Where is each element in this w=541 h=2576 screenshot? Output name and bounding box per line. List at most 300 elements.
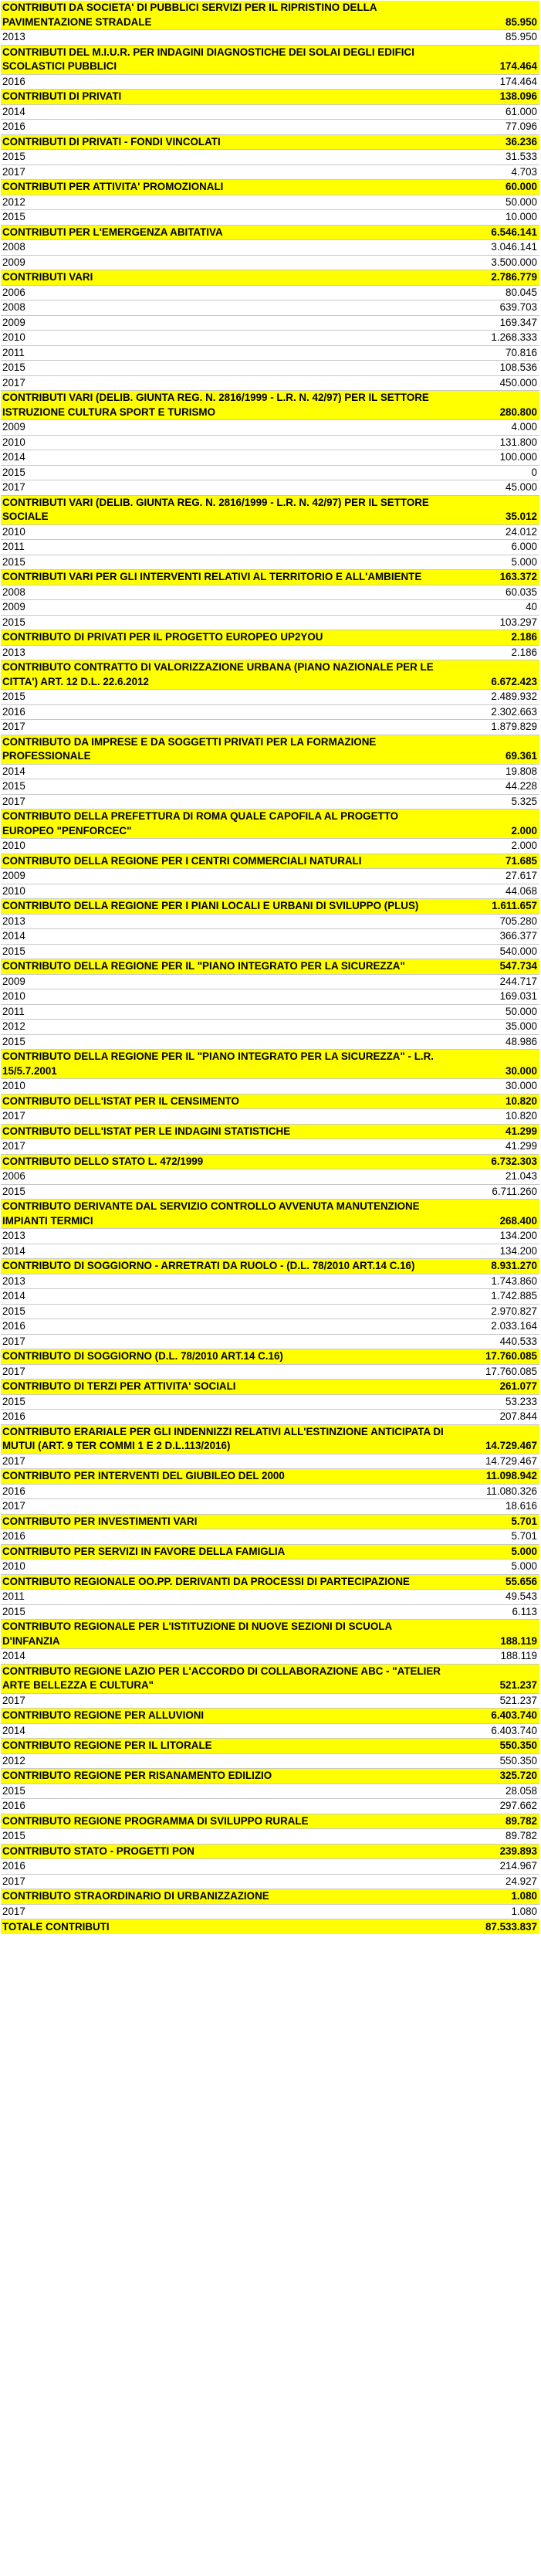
section-header-row xyxy=(1,1050,539,1079)
section-total: 6.546.141 xyxy=(491,226,537,238)
year-row xyxy=(1,705,539,721)
year-amount: 3.046.141 xyxy=(491,241,537,253)
year-label: 2015 xyxy=(2,1185,25,1197)
year-row xyxy=(1,929,539,945)
section-total: 14.729.467 xyxy=(485,1440,537,1451)
year-row xyxy=(1,1109,539,1125)
year-label: 2015 xyxy=(2,1830,25,1841)
section-total: 30.000 xyxy=(505,1064,537,1077)
grand-total-row xyxy=(1,1919,539,1934)
section-total: 280.800 xyxy=(499,406,537,418)
year-label: 2016 xyxy=(2,1800,25,1811)
year-row xyxy=(1,779,539,795)
year-amount: 1.742.885 xyxy=(491,1290,537,1302)
year-amount: 35.000 xyxy=(505,1020,537,1032)
year-row xyxy=(1,466,539,481)
year-row xyxy=(1,1560,539,1575)
section-total: 5.000 xyxy=(511,1545,537,1557)
year-amount: 44.068 xyxy=(505,884,537,897)
year-label: 2010 xyxy=(2,525,25,538)
year-label: 2015 xyxy=(2,945,25,957)
section-title: CONTRIBUTI PER L'EMERGENZA ABITATIVA xyxy=(2,226,223,238)
year-amount: 28.058 xyxy=(505,1784,537,1797)
year-label: 2008 xyxy=(2,301,25,313)
section-header-row xyxy=(1,1515,539,1530)
year-label: 2014 xyxy=(2,451,25,463)
year-amount: 18.616 xyxy=(505,1500,537,1512)
year-row xyxy=(1,1454,539,1470)
section-total: 239.893 xyxy=(499,1845,537,1857)
section-header-row xyxy=(1,1425,539,1454)
year-amount: 19.808 xyxy=(505,765,537,777)
section-title: CONTRIBUTO DI PRIVATI PER IL PROGETTO EUROPEO UP2YOU xyxy=(2,631,323,643)
year-label: 2015 xyxy=(2,1784,25,1797)
year-row xyxy=(1,1335,539,1350)
section-title: CONTRIBUTO DELLA REGIONE PER I PIANI LOCALI E URBANI DI SVILUPPO (PLUS) xyxy=(2,900,419,911)
year-label: 2010 xyxy=(2,840,25,851)
section-header-row xyxy=(1,570,539,585)
year-amount: 24.927 xyxy=(505,1875,537,1887)
section-header-row xyxy=(1,226,539,241)
section-header-row xyxy=(1,1349,539,1365)
year-row xyxy=(1,915,539,930)
year-amount: 134.200 xyxy=(499,1230,537,1241)
section-title: CONTRIBUTO DELLA REGIONE PER I CENTRI COMMERCIALI NATURALI xyxy=(2,854,362,867)
section-header-row xyxy=(1,1095,539,1110)
section-total: 2.786.779 xyxy=(491,271,537,283)
year-amount: 14.729.467 xyxy=(485,1454,537,1467)
year-row xyxy=(1,1185,539,1200)
year-row xyxy=(1,120,539,135)
year-row xyxy=(1,436,539,451)
year-amount: 0 xyxy=(531,466,537,478)
section-header-row xyxy=(1,1709,539,1724)
section-title: CONTRIBUTO DI SOGGIORNO (D.L. 78/2010 ART.14 C.16) xyxy=(2,1350,283,1362)
section-header-row xyxy=(1,180,539,195)
year-amount: 214.967 xyxy=(499,1860,537,1872)
section-header-row xyxy=(1,90,539,105)
year-amount: 11.080.326 xyxy=(485,1485,537,1497)
section-total: 1.611.657 xyxy=(492,900,537,911)
year-label: 2012 xyxy=(2,195,25,208)
year-label: 2014 xyxy=(2,1290,25,1302)
year-amount: 2.000 xyxy=(511,840,537,851)
year-label: 2017 xyxy=(2,1140,25,1152)
year-label: 2016 xyxy=(2,75,25,87)
year-label: 2017 xyxy=(2,481,25,493)
year-amount: 53.233 xyxy=(505,1395,537,1407)
section-header-row xyxy=(1,1545,539,1560)
year-row xyxy=(1,376,539,392)
year-row xyxy=(1,1139,539,1155)
year-amount: 244.717 xyxy=(499,975,537,987)
year-row xyxy=(1,1829,539,1845)
section-title: CONTRIBUTO REGIONE PER ALLUVIONI xyxy=(2,1709,205,1721)
section-title: CONTRIBUTO DELL'ISTAT PER LE INDAGINI STATISTICHE xyxy=(2,1125,291,1137)
section-header-row xyxy=(1,1469,539,1485)
section-header-row xyxy=(1,809,539,839)
year-amount: 540.000 xyxy=(499,945,537,957)
section-title: CONTRIBUTO DELLA REGIONE PER IL "PIANO INTEGRATO PER LA SICUREZZA" xyxy=(2,960,405,972)
section-header-row xyxy=(1,496,539,525)
year-label: 2017 xyxy=(2,1454,25,1467)
year-label: 2010 xyxy=(2,884,25,897)
year-label: 2015 xyxy=(2,780,25,792)
year-row xyxy=(1,1305,539,1320)
grand-total-label: TOTALE CONTRIBUTI xyxy=(2,1921,110,1933)
year-amount: 188.119 xyxy=(500,1650,537,1661)
section-total: 6.403.740 xyxy=(491,1709,537,1721)
year-row xyxy=(1,1605,539,1621)
year-row xyxy=(1,480,539,496)
year-amount: 27.617 xyxy=(505,870,537,881)
year-row xyxy=(1,1079,539,1095)
year-label: 2013 xyxy=(2,1274,25,1287)
year-amount: 6.113 xyxy=(512,1605,537,1617)
year-row xyxy=(1,1799,539,1814)
year-label: 2009 xyxy=(2,421,25,433)
section-total: 17.760.085 xyxy=(485,1350,537,1362)
year-row xyxy=(1,540,539,555)
year-label: 2008 xyxy=(2,585,25,598)
year-amount: 2.489.932 xyxy=(491,691,537,702)
year-amount: 2.186 xyxy=(511,646,537,658)
section-title: CONTRIBUTO DI TERZI PER ATTIVITA' SOCIALI xyxy=(2,1380,236,1392)
section-total: 2.000 xyxy=(511,824,537,837)
section-title: CONTRIBUTI VARI (DELIB. GIUNTA REG. N. 2816/1999 - L.R. N. 42/97) PER IL SETTORE ISTRUZIONE CULTURA SPORT E TURISMO xyxy=(2,392,429,418)
year-amount: 5.000 xyxy=(511,1560,537,1572)
year-amount: 5.701 xyxy=(511,1530,537,1542)
year-label: 2016 xyxy=(2,1860,25,1872)
section-title: CONTRIBUTO STATO - PROGETTI PON xyxy=(2,1845,194,1857)
section-title: CONTRIBUTO DI SOGGIORNO - ARRETRATI DA RUOLO - (D.L. 78/2010 ART.14 C.16) xyxy=(2,1260,415,1271)
section-total: 550.350 xyxy=(499,1739,537,1751)
year-row xyxy=(1,884,539,900)
year-row xyxy=(1,30,539,46)
year-amount: 45.000 xyxy=(505,481,537,493)
year-label: 2015 xyxy=(2,691,25,702)
year-row xyxy=(1,1590,539,1605)
year-label: 2012 xyxy=(2,1020,25,1032)
section-header-row xyxy=(1,630,539,646)
year-label: 2013 xyxy=(2,1230,25,1241)
year-amount: 1.268.333 xyxy=(491,331,537,343)
section-title: CONTRIBUTO DELLA REGIONE PER IL "PIANO INTEGRATO PER LA SICUREZZA" - L.R. 15/5.7.2001 xyxy=(2,1050,434,1077)
year-amount: 639.703 xyxy=(499,301,537,313)
year-amount: 4.000 xyxy=(511,421,537,433)
year-label: 2017 xyxy=(2,721,25,732)
section-total: 547.734 xyxy=(499,960,537,972)
year-amount: 521.237 xyxy=(499,1694,537,1706)
year-amount: 100.000 xyxy=(499,451,537,463)
year-row xyxy=(1,869,539,884)
grand-total-value: 87.533.837 xyxy=(485,1921,537,1933)
section-total: 11.098.942 xyxy=(485,1470,537,1481)
year-label: 2015 xyxy=(2,1035,25,1047)
year-amount: 89.782 xyxy=(505,1830,537,1841)
year-row xyxy=(1,150,539,165)
year-amount: 705.280 xyxy=(499,915,537,927)
year-label: 2010 xyxy=(2,331,25,343)
year-amount: 80.045 xyxy=(505,286,537,298)
year-row xyxy=(1,1005,539,1020)
year-label: 2017 xyxy=(2,376,25,389)
year-amount: 2.970.827 xyxy=(491,1305,537,1317)
year-label: 2017 xyxy=(2,1694,25,1706)
section-total: 69.361 xyxy=(505,750,537,762)
year-amount: 2.033.164 xyxy=(491,1320,537,1332)
year-label: 2009 xyxy=(2,975,25,987)
section-total: 163.372 xyxy=(499,571,537,582)
section-total: 55.656 xyxy=(505,1575,537,1587)
year-amount: 207.844 xyxy=(499,1410,537,1422)
year-label: 2015 xyxy=(2,555,25,568)
section-title: CONTRIBUTI PER ATTIVITA' PROMOZIONALI xyxy=(2,181,224,192)
table-body xyxy=(1,1,539,1919)
year-row xyxy=(1,165,539,181)
year-row xyxy=(1,1169,539,1185)
year-label: 2016 xyxy=(2,705,25,718)
section-title: CONTRIBUTI VARI xyxy=(2,271,93,283)
year-label: 2012 xyxy=(2,1754,25,1767)
section-title: CONTRIBUTO REGIONALE PER L'ISTITUZIONE DI NUOVE SEZIONI DI SCUOLA D'INFANZIA xyxy=(2,1621,392,1647)
year-label: 2015 xyxy=(2,1395,25,1407)
year-label: 2014 xyxy=(2,1650,25,1661)
section-header-row xyxy=(1,1125,539,1140)
year-label: 2015 xyxy=(2,616,25,628)
year-row xyxy=(1,646,539,661)
section-title: CONTRIBUTO DA IMPRESE E DA SOGGETTI PRIVATI PER LA FORMAZIONE PROFESSIONALE xyxy=(2,735,377,762)
year-row xyxy=(1,105,539,120)
year-row xyxy=(1,316,539,331)
section-total: 521.237 xyxy=(499,1679,537,1691)
year-amount: 48.986 xyxy=(505,1035,537,1047)
section-title: CONTRIBUTO DELL'ISTAT PER IL CENSIMENTO xyxy=(2,1095,239,1107)
year-amount: 6.711.260 xyxy=(492,1185,537,1197)
year-row xyxy=(1,525,539,541)
year-row xyxy=(1,1905,539,1920)
year-row xyxy=(1,765,539,780)
year-amount: 30.000 xyxy=(505,1080,537,1091)
year-label: 2017 xyxy=(2,795,25,807)
section-header-row xyxy=(1,854,539,870)
year-label: 2011 xyxy=(2,1590,25,1602)
section-header-row xyxy=(1,1380,539,1395)
section-title: CONTRIBUTO REGIONE LAZIO PER L'ACCORDO DI COLLABORAZIONE ABC - "ATELIER ARTE BELLEZZA E CULTURA" xyxy=(2,1665,441,1691)
year-label: 2015 xyxy=(2,151,25,162)
year-amount: 31.533 xyxy=(505,151,537,162)
section-header-row xyxy=(1,270,539,286)
year-amount: 4.703 xyxy=(511,165,537,178)
year-label: 2016 xyxy=(2,1485,25,1497)
year-label: 2011 xyxy=(2,346,25,358)
section-total: 2.186 xyxy=(511,631,537,643)
year-amount: 169.031 xyxy=(499,990,537,1002)
year-amount: 450.000 xyxy=(499,376,537,389)
section-title: CONTRIBUTI VARI (DELIB. GIUNTA REG. N. 2816/1999 - L.R. N. 42/97) PER IL SETTORE SOCIALE xyxy=(2,496,429,522)
section-header-row xyxy=(1,1259,539,1274)
year-amount: 1.743.860 xyxy=(491,1274,537,1287)
year-row xyxy=(1,256,539,271)
section-total: 10.820 xyxy=(505,1095,537,1107)
year-row xyxy=(1,210,539,226)
year-amount: 108.536 xyxy=(499,361,537,373)
year-label: 2013 xyxy=(2,646,25,658)
section-total: 41.299 xyxy=(505,1125,537,1137)
year-amount: 41.299 xyxy=(505,1140,537,1152)
section-title: CONTRIBUTO CONTRATTO DI VALORIZZAZIONE URBANA (PIANO NAZIONALE PER LE CITTA') ART. 12 D.L. 22.6.2012 xyxy=(2,661,434,687)
year-row xyxy=(1,1319,539,1335)
section-title: CONTRIBUTO REGIONE PER RISANAMENTO EDILIZIO xyxy=(2,1770,272,1781)
year-row xyxy=(1,1410,539,1425)
year-row xyxy=(1,1649,539,1665)
section-total: 1.080 xyxy=(511,1890,537,1902)
year-row xyxy=(1,1875,539,1890)
year-label: 2010 xyxy=(2,1560,25,1572)
section-title: CONTRIBUTI DI PRIVATI xyxy=(2,90,122,102)
year-row xyxy=(1,585,539,601)
section-total: 6.672.423 xyxy=(491,675,537,687)
section-header-row xyxy=(1,1200,539,1229)
section-total: 261.077 xyxy=(499,1380,537,1392)
section-total: 85.950 xyxy=(505,15,537,28)
year-amount: 61.000 xyxy=(505,105,537,117)
year-amount: 24.012 xyxy=(505,525,537,538)
section-title: CONTRIBUTI VARI PER GLI INTERVENTI RELATIVI AL TERRITORIO E ALL'AMBIENTE xyxy=(2,571,422,582)
year-amount: 5.000 xyxy=(511,555,537,568)
section-header-row xyxy=(1,1769,539,1784)
year-amount: 85.950 xyxy=(505,31,537,42)
year-amount: 10.820 xyxy=(505,1110,537,1122)
year-label: 2016 xyxy=(2,1410,25,1422)
section-total: 5.701 xyxy=(511,1515,537,1527)
year-row xyxy=(1,1274,539,1290)
year-amount: 5.325 xyxy=(511,795,537,807)
year-amount: 6.000 xyxy=(511,541,537,552)
year-label: 2013 xyxy=(2,31,25,42)
year-label: 2016 xyxy=(2,120,25,132)
year-amount: 44.228 xyxy=(505,780,537,792)
section-title: CONTRIBUTO PER SERVIZI IN FAVORE DELLA FAMIGLIA xyxy=(2,1545,286,1557)
year-label: 2006 xyxy=(2,1170,25,1182)
section-total: 89.782 xyxy=(505,1814,537,1827)
year-row xyxy=(1,1754,539,1770)
year-amount: 50.000 xyxy=(505,1005,537,1017)
section-title: CONTRIBUTO DELLO STATO L. 472/1999 xyxy=(2,1155,204,1167)
section-header-row xyxy=(1,1845,539,1860)
year-amount: 2.302.663 xyxy=(491,705,537,718)
section-total: 6.732.303 xyxy=(491,1155,537,1167)
year-row xyxy=(1,690,539,705)
section-title: CONTRIBUTO ERARIALE PER GLI INDENNIZZI RELATIVI ALL'ESTINZIONE ANTICIPATA DI MUTUI (ART. 9 TER COMMI 1 E 2 D.L.113/2016) xyxy=(2,1425,444,1451)
year-amount: 49.543 xyxy=(505,1590,537,1602)
year-label: 2017 xyxy=(2,165,25,178)
year-label: 2014 xyxy=(2,1244,25,1257)
year-amount: 174.464 xyxy=(499,75,537,87)
section-header-row xyxy=(1,1575,539,1590)
year-row xyxy=(1,346,539,361)
year-row xyxy=(1,286,539,301)
year-row xyxy=(1,1020,539,1035)
year-label: 2009 xyxy=(2,256,25,268)
section-header-row xyxy=(1,1889,539,1905)
year-amount: 77.096 xyxy=(505,120,537,132)
section-header-row xyxy=(1,660,539,690)
year-row xyxy=(1,1395,539,1410)
year-row xyxy=(1,795,539,810)
section-title: CONTRIBUTO DERIVANTE DAL SERVIZIO CONTROLLO AVVENUTA MANUTENZIONE IMPIANTI TERMICI xyxy=(2,1200,420,1227)
year-label: 2017 xyxy=(2,1875,25,1887)
year-label: 2017 xyxy=(2,1110,25,1122)
year-amount: 1.080 xyxy=(511,1905,537,1917)
year-label: 2013 xyxy=(2,915,25,927)
year-row xyxy=(1,1485,539,1500)
year-amount: 169.347 xyxy=(499,316,537,328)
year-row xyxy=(1,989,539,1005)
section-total: 36.236 xyxy=(505,135,537,148)
section-title: CONTRIBUTO REGIONE PER IL LITORALE xyxy=(2,1739,212,1751)
year-row xyxy=(1,555,539,571)
section-header-row xyxy=(1,46,539,75)
year-amount: 440.533 xyxy=(499,1335,537,1347)
year-label: 2014 xyxy=(2,105,25,117)
year-label: 2014 xyxy=(2,1724,25,1736)
section-total: 8.931.270 xyxy=(491,1260,537,1271)
section-header-row xyxy=(1,1665,539,1694)
year-label: 2015 xyxy=(2,211,25,222)
section-header-row xyxy=(1,735,539,765)
year-row xyxy=(1,1289,539,1305)
year-label: 2014 xyxy=(2,765,25,777)
year-amount: 1.879.829 xyxy=(491,721,537,732)
year-amount: 103.297 xyxy=(499,616,537,628)
year-amount: 10.000 xyxy=(505,211,537,222)
year-amount: 70.816 xyxy=(505,346,537,358)
year-row xyxy=(1,1694,539,1709)
year-row xyxy=(1,1035,539,1050)
year-row xyxy=(1,945,539,960)
year-row xyxy=(1,300,539,316)
year-row xyxy=(1,1229,539,1244)
section-header-row xyxy=(1,135,539,151)
year-row xyxy=(1,361,539,376)
year-label: 2008 xyxy=(2,241,25,253)
section-total: 60.000 xyxy=(505,181,537,192)
section-total: 268.400 xyxy=(499,1214,537,1227)
year-label: 2015 xyxy=(2,1305,25,1317)
year-label: 2017 xyxy=(2,1335,25,1347)
year-label: 2010 xyxy=(2,436,25,448)
year-amount: 131.800 xyxy=(499,436,537,448)
year-label: 2017 xyxy=(2,1905,25,1917)
year-amount: 17.760.085 xyxy=(485,1365,537,1377)
section-title: CONTRIBUTO REGIONALE OO.PP. DERIVANTI DA PROCESSI DI PARTECIPAZIONE xyxy=(2,1575,410,1587)
year-label: 2009 xyxy=(2,601,25,613)
section-title: CONTRIBUTO REGIONE PROGRAMMA DI SVILUPPO RURALE xyxy=(2,1814,309,1827)
year-row xyxy=(1,1529,539,1545)
year-row xyxy=(1,1859,539,1875)
section-title: CONTRIBUTI DA SOCIETA' DI PUBBLICI SERVIZI PER IL RIPRISTINO DELLA PAVIMENTAZIONE STRADALE xyxy=(2,2,377,28)
section-total: 35.012 xyxy=(505,511,537,522)
year-row xyxy=(1,1499,539,1515)
year-label: 2015 xyxy=(2,466,25,478)
year-row xyxy=(1,1724,539,1739)
section-title: CONTRIBUTO DELLA PREFETTURA DI ROMA QUALE CAPOFILA AL PROGETTO EUROPEO "PENFORCEC" xyxy=(2,810,399,837)
section-title: CONTRIBUTO PER INVESTIMENTI VARI xyxy=(2,1515,198,1527)
year-row xyxy=(1,75,539,90)
section-header-row xyxy=(1,959,539,975)
year-label: 2015 xyxy=(2,361,25,373)
